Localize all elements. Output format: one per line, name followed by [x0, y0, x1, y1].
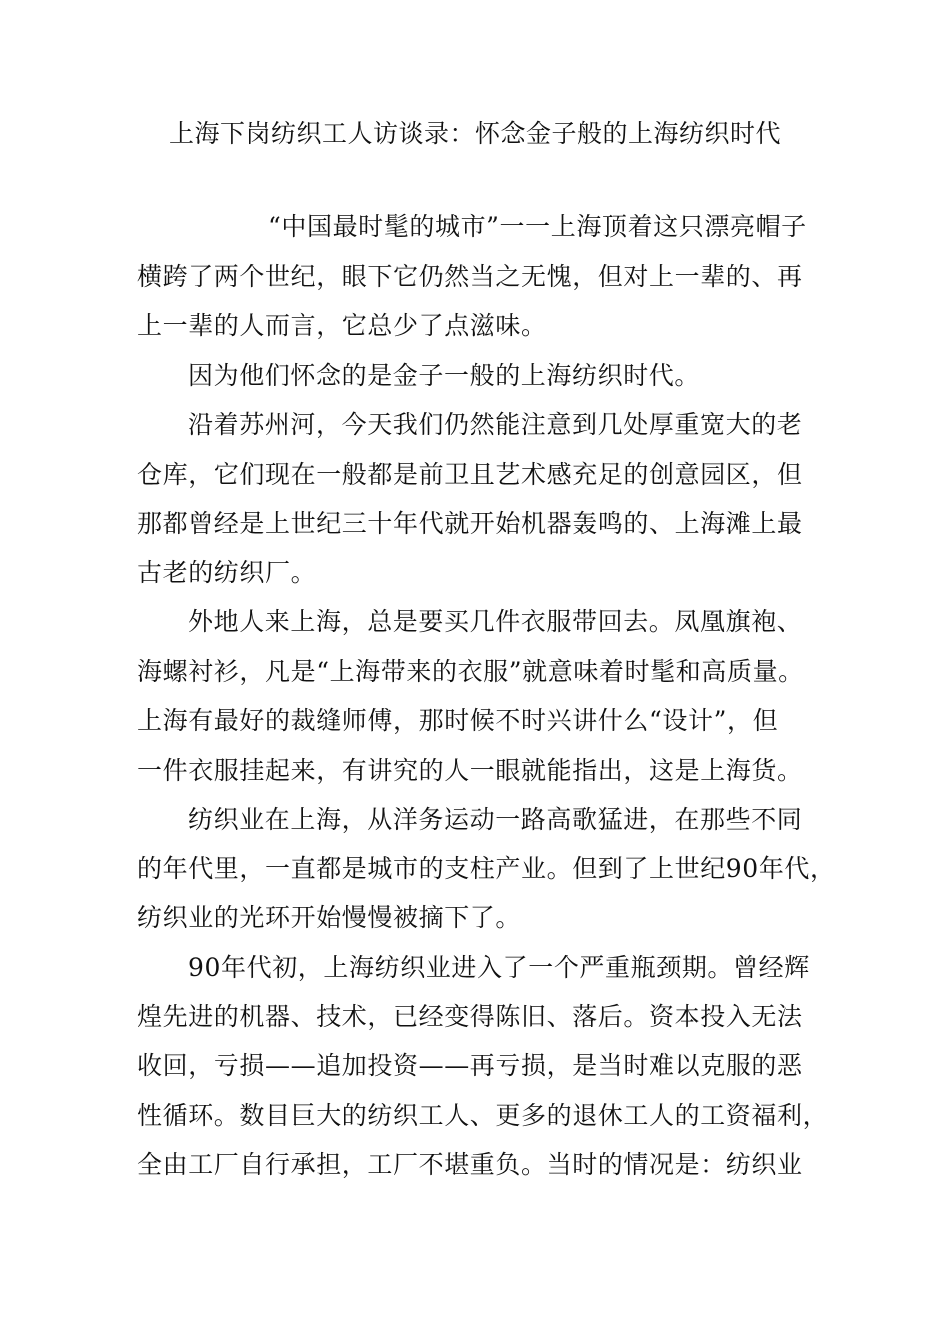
paragraph-line: 上海有最好的裁缝师傅，那时候不时兴讲什么“设计”，但 [137, 706, 779, 735]
paragraph-line: 的年代里，一直都是城市的支柱产业。但到了上世纪90年代， [137, 854, 836, 883]
paragraph-line: 90年代初，上海纺织业进入了一个严重瓶颈期。曾经辉 [188, 953, 810, 982]
paragraph-line: 上一辈的人而言，它总少了点滋味。 [137, 311, 547, 340]
paragraph-line: 收回，亏损——追加投资——再亏损，是当时难以克服的恶 [137, 1051, 803, 1080]
document-title: 上海下岗纺织工人访谈录：怀念金子般的上海纺织时代 [168, 119, 781, 148]
paragraph-line: 古老的纺织厂。 [137, 558, 317, 587]
paragraph-line: 那都曾经是上世纪三十年代就开始机器轰鸣的、上海滩上最 [137, 509, 803, 538]
paragraph-line: 纺织业的光环开始慢慢被摘下了。 [137, 903, 522, 932]
paragraph-line: 性循环。数目巨大的纺织工人、更多的退休工人的工资福利， [137, 1101, 829, 1130]
paragraph-line: 因为他们怀念的是金子一般的上海纺织时代。 [188, 361, 701, 390]
paragraph-line: 煌先进的机器、技术，已经变得陈旧、落后。资本投入无法 [137, 1002, 803, 1031]
paragraph-line: 一件衣服挂起来，有讲究的人一眼就能指出，这是上海货。 [137, 756, 803, 785]
paragraph-line: 仓库，它们现在一般都是前卫且艺术感充足的创意园区，但 [137, 460, 803, 489]
paragraph-line: “中国最时髦的城市”一一上海顶着这只漂亮帽子 [268, 212, 807, 241]
paragraph-line: 外地人来上海，总是要买几件衣服带回去。凤凰旗袍、 [188, 607, 803, 636]
paragraph-line: 沿着苏州河，今天我们仍然能注意到几处厚重宽大的老 [188, 410, 803, 439]
paragraph-line: 横跨了两个世纪，眼下它仍然当之无愧，但对上一辈的、再 [137, 262, 803, 291]
paragraph-line: 纺织业在上海，从洋务运动一路高歌猛进，在那些不同 [188, 805, 803, 834]
paragraph-line: 海螺衬衫，凡是“上海带来的衣服”就意味着时髦和高质量。 [137, 657, 804, 686]
paragraph-line: 全由工厂自行承担，工厂不堪重负。当时的情况是：纺织业 [137, 1150, 803, 1179]
